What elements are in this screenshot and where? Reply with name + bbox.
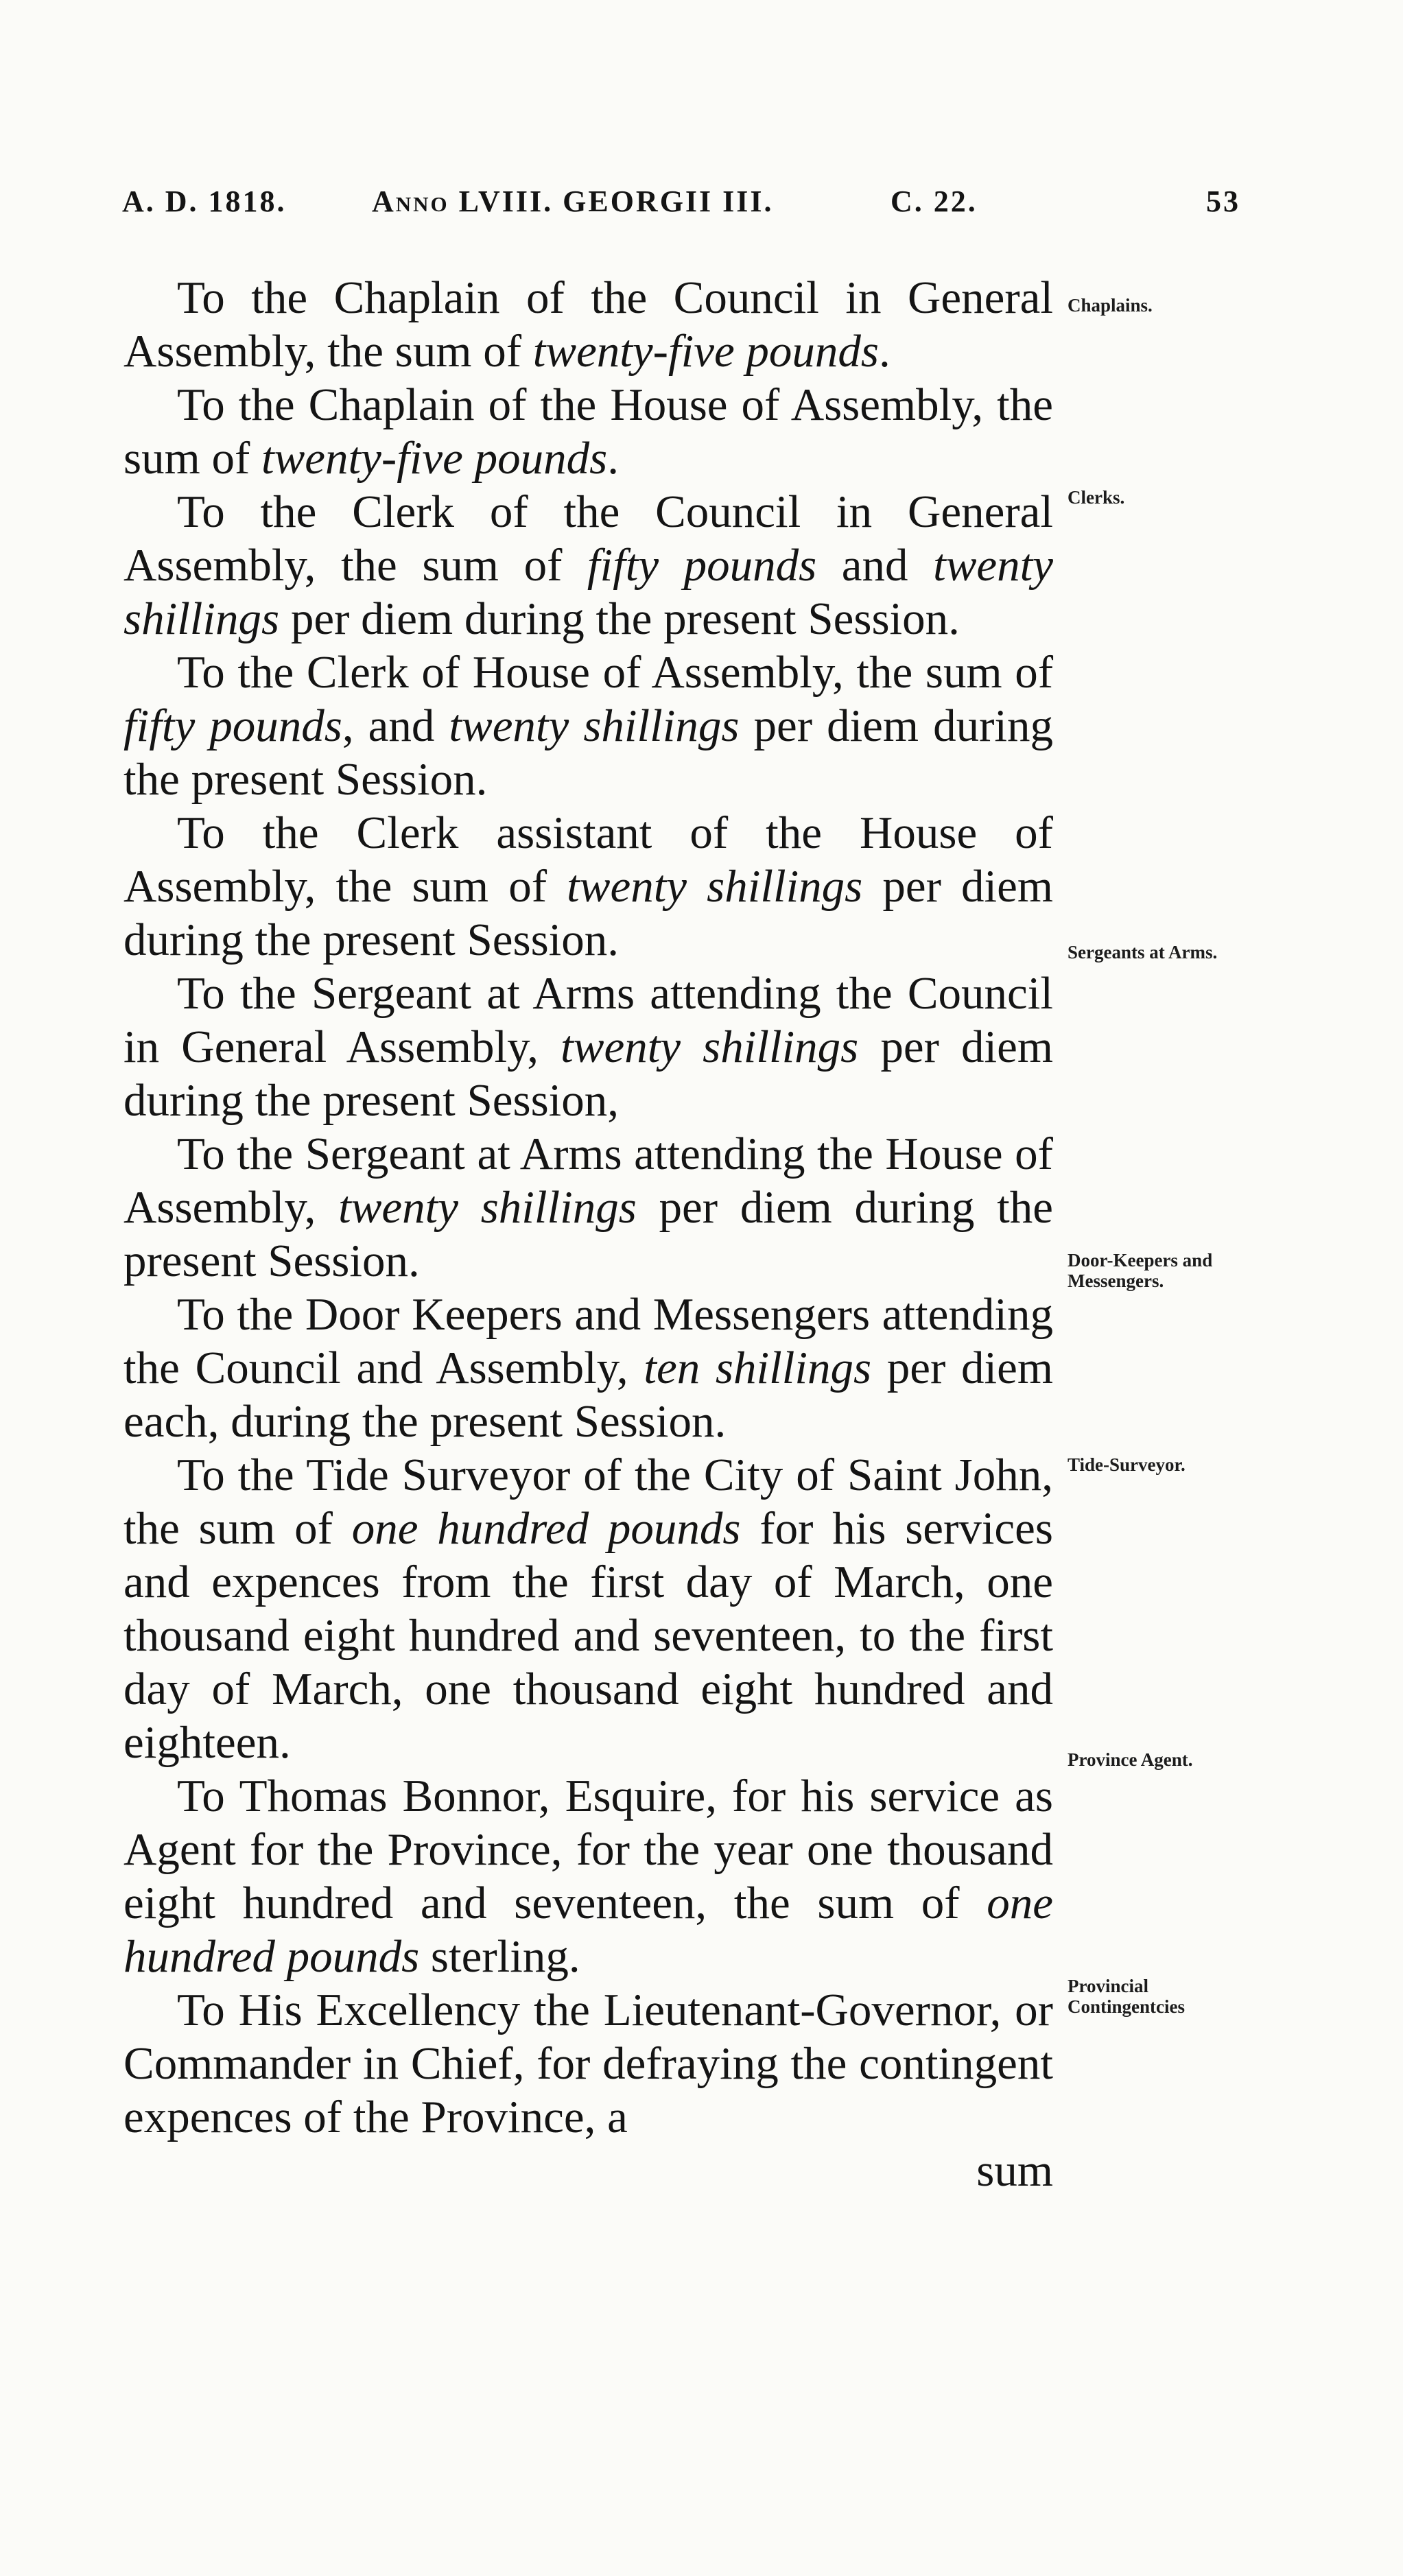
- entry-clerk-assistant: To the Clerk assistant of the House of Assembly, the sum of twenty shillings per diem during the present Session.: [123, 807, 1053, 965]
- margin-note-tide-surveyor: Tide-Surveyor.: [1068, 1454, 1186, 1475]
- header-regnal-year: Anno LVIII. GEORGII III.: [372, 185, 774, 218]
- margin-note-province-agent: Province Agent.: [1068, 1749, 1193, 1770]
- page-number: 53: [1206, 185, 1240, 218]
- entry-tide-surveyor: To the Tide Surveyor of the City of Saint John, the sum of one hundred pounds for his services and expences from the first day of March, one thousand eight hundred and seventeen, to the first day of March, one thousand eight hundred and eighteen.: [123, 1450, 1053, 1768]
- entry-contingencies: To His Excellency the Lieutenant-Governor, or Commander in Chief, for defraying the contingent expences of the Province, a: [123, 1985, 1053, 2142]
- entry-chaplain-house: To the Chaplain of the House of Assembly, the sum of twenty-five pounds.: [123, 379, 1053, 484]
- entry-door-keepers: To the Door Keepers and Messengers attending the Council and Assembly, ten shillings per diem each, during the present Session.: [123, 1289, 1053, 1447]
- entry-province-agent: To Thomas Bonnor, Esquire, for his service as Agent for the Province, for the year one thousand eight hundred and seventeen, the sum of one hundred pounds sterling.: [123, 1771, 1053, 1982]
- text-body: [123, 271, 1053, 2197]
- entry-sergeant-house: To the Sergeant at Arms attending the House of Assembly, twenty shillings per diem during the present Session.: [123, 1129, 1054, 1286]
- entry-chaplain-council: To the Chaplain of the Council in General Assembly, the sum of twenty-five pounds.: [123, 272, 1053, 377]
- entry-sergeant-council: To the Sergeant at Arms attending the Council in General Assembly, twenty shillings per diem during the present Session,: [123, 968, 1053, 1126]
- header-chapter: C. 22.: [891, 185, 978, 218]
- entry-clerk-council: To the Clerk of the Council in General Assembly, the sum of fifty pounds and twenty shillings per diem during the present Session.: [123, 486, 1053, 644]
- margin-note-door-keepers: Door-Keepers and Messengers.: [1068, 1250, 1213, 1291]
- entry-clerk-house: To the Clerk of House of Assembly, the sum of fifty pounds, and twenty shillings per diem during the present Session.: [123, 647, 1053, 805]
- margin-note-contingencies: Provincial Contingentcies: [1068, 1976, 1185, 2017]
- margin-note-sergeants: Sergeants at Arms.: [1068, 942, 1218, 962]
- margin-note-chaplains: Chaplains.: [1068, 295, 1153, 316]
- catchword: sum: [976, 2145, 1053, 2196]
- running-header: [122, 184, 1247, 232]
- margin-note-clerks: Clerks.: [1068, 487, 1125, 508]
- header-year: A. D. 1818.: [122, 185, 287, 218]
